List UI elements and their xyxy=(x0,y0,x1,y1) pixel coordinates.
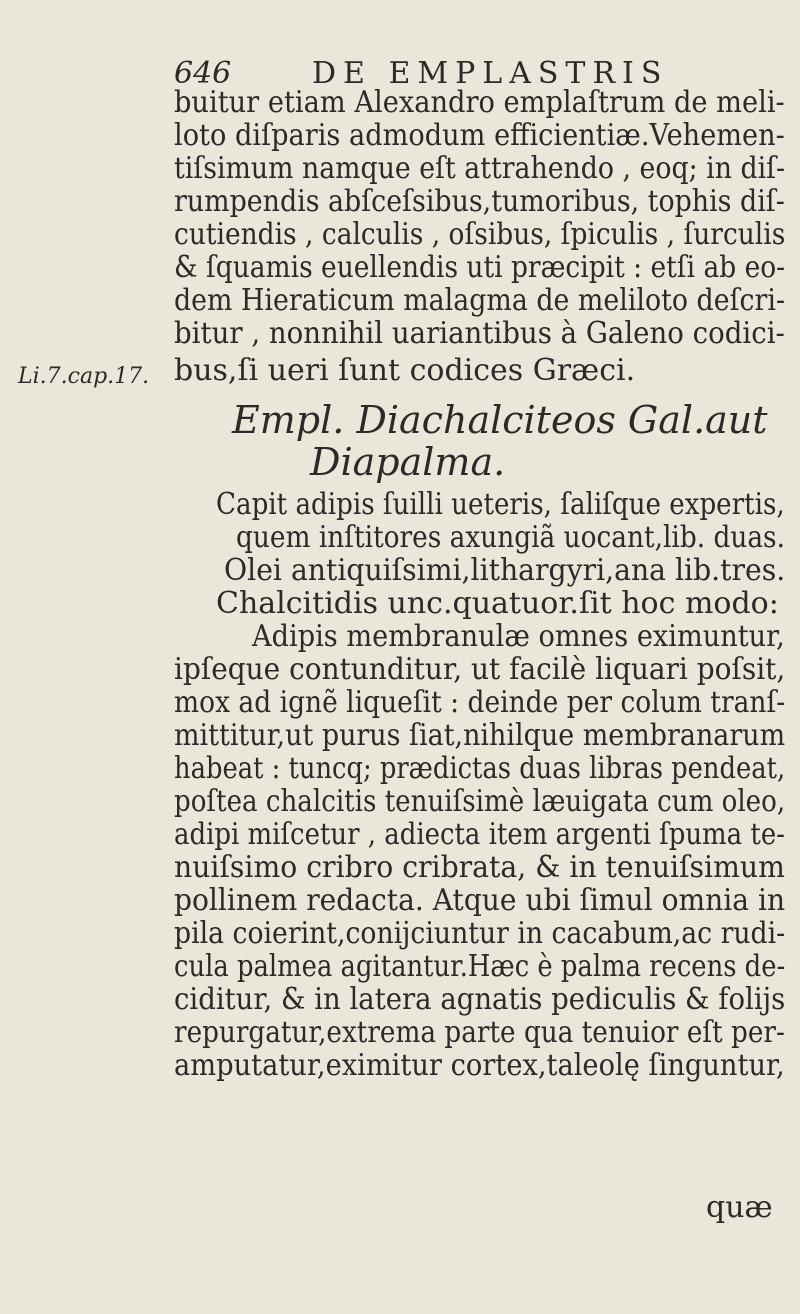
text-line: cula palmea agitantur.Hæc è palma recens de- xyxy=(174,949,786,984)
text-line: ipſeque contunditur, ut facilè liquari poſsit, xyxy=(174,652,786,687)
text-line: adipi miſcetur , adiecta item argenti ſpuma te- xyxy=(174,817,785,852)
text-line: quem inſtitores axungiã uocant,lib. duas. xyxy=(236,520,785,555)
text-line: ciditur, & in latera agnatis pediculis & folijs xyxy=(174,982,786,1017)
text-line: mox ad ignẽ liqueſit : deinde per colum tranſ- xyxy=(174,685,786,720)
text-line: amputatur,eximitur cortex,taleolę ſinguntur, xyxy=(174,1048,785,1083)
running-title: DE EMPLASTRIS xyxy=(312,56,669,91)
text-line: nuiſsimo cribro cribrata, & in tenuiſsimum xyxy=(174,850,785,885)
text-line: Olei antiquiſsimi,lithargyri,ana lib.tres. xyxy=(224,553,786,588)
text-line: repurgatur,extrema parte qua tenuior eſt per- xyxy=(174,1015,785,1050)
text-line: loto diſparis admodum efficientiæ.Vehemen- xyxy=(174,118,785,153)
text-line: pila coierint,conijciuntur in cacabum,ac rudi- xyxy=(174,916,786,951)
recipe-title: Empl. Diachalciteos Gal.aut xyxy=(232,398,768,442)
text-line: Adipis membranulæ omnes eximuntur, xyxy=(252,619,785,654)
text-line: tiſsimum namque eſt attrahendo , eoq; in diſ- xyxy=(174,151,786,186)
text-line: pollinem redacta. Atque ubi ſimul omnia in xyxy=(174,883,786,918)
text-line: Capit adipis ſuilli ueteris, ſaliſque expertis, xyxy=(216,487,785,522)
catchword: quæ xyxy=(706,1190,773,1225)
text-line: poſtea chalcitis tenuiſsimè læuigata cum oleo, xyxy=(174,784,786,819)
text-line: mittitur,ut purus ſiat,nihilque membranarum xyxy=(174,718,786,753)
text-line: Chalcitidis unc.quatuor.ſit hoc modo: xyxy=(216,586,779,621)
margin-note: Li.7.cap.17. xyxy=(18,364,150,389)
text-line: cutiendis , calculis , oſsibus, ſpiculis , ſurculis xyxy=(174,217,786,252)
text-line: & ſquamis euellendis uti præcipit : etſi ab eo- xyxy=(174,250,786,285)
text-line: habeat : tuncq; prædictas duas libras pendeat, xyxy=(174,751,786,786)
text-line: bus,ſi ueri ſunt codices Græci. xyxy=(174,353,636,388)
text-line: buitur etiam Alexandro emplaſtrum de meli- xyxy=(174,85,785,120)
text-line: dem Hieraticum malagma de meliloto deſcri- xyxy=(174,283,786,318)
page-number: 646 xyxy=(174,56,232,91)
text-line: bitur , nonnihil uariantibus à Galeno codici- xyxy=(174,316,785,351)
recipe-subtitle: Diapalma. xyxy=(310,440,506,484)
text-line: rumpendis abſceſsibus,tumoribus, tophis diſ- xyxy=(174,184,785,219)
